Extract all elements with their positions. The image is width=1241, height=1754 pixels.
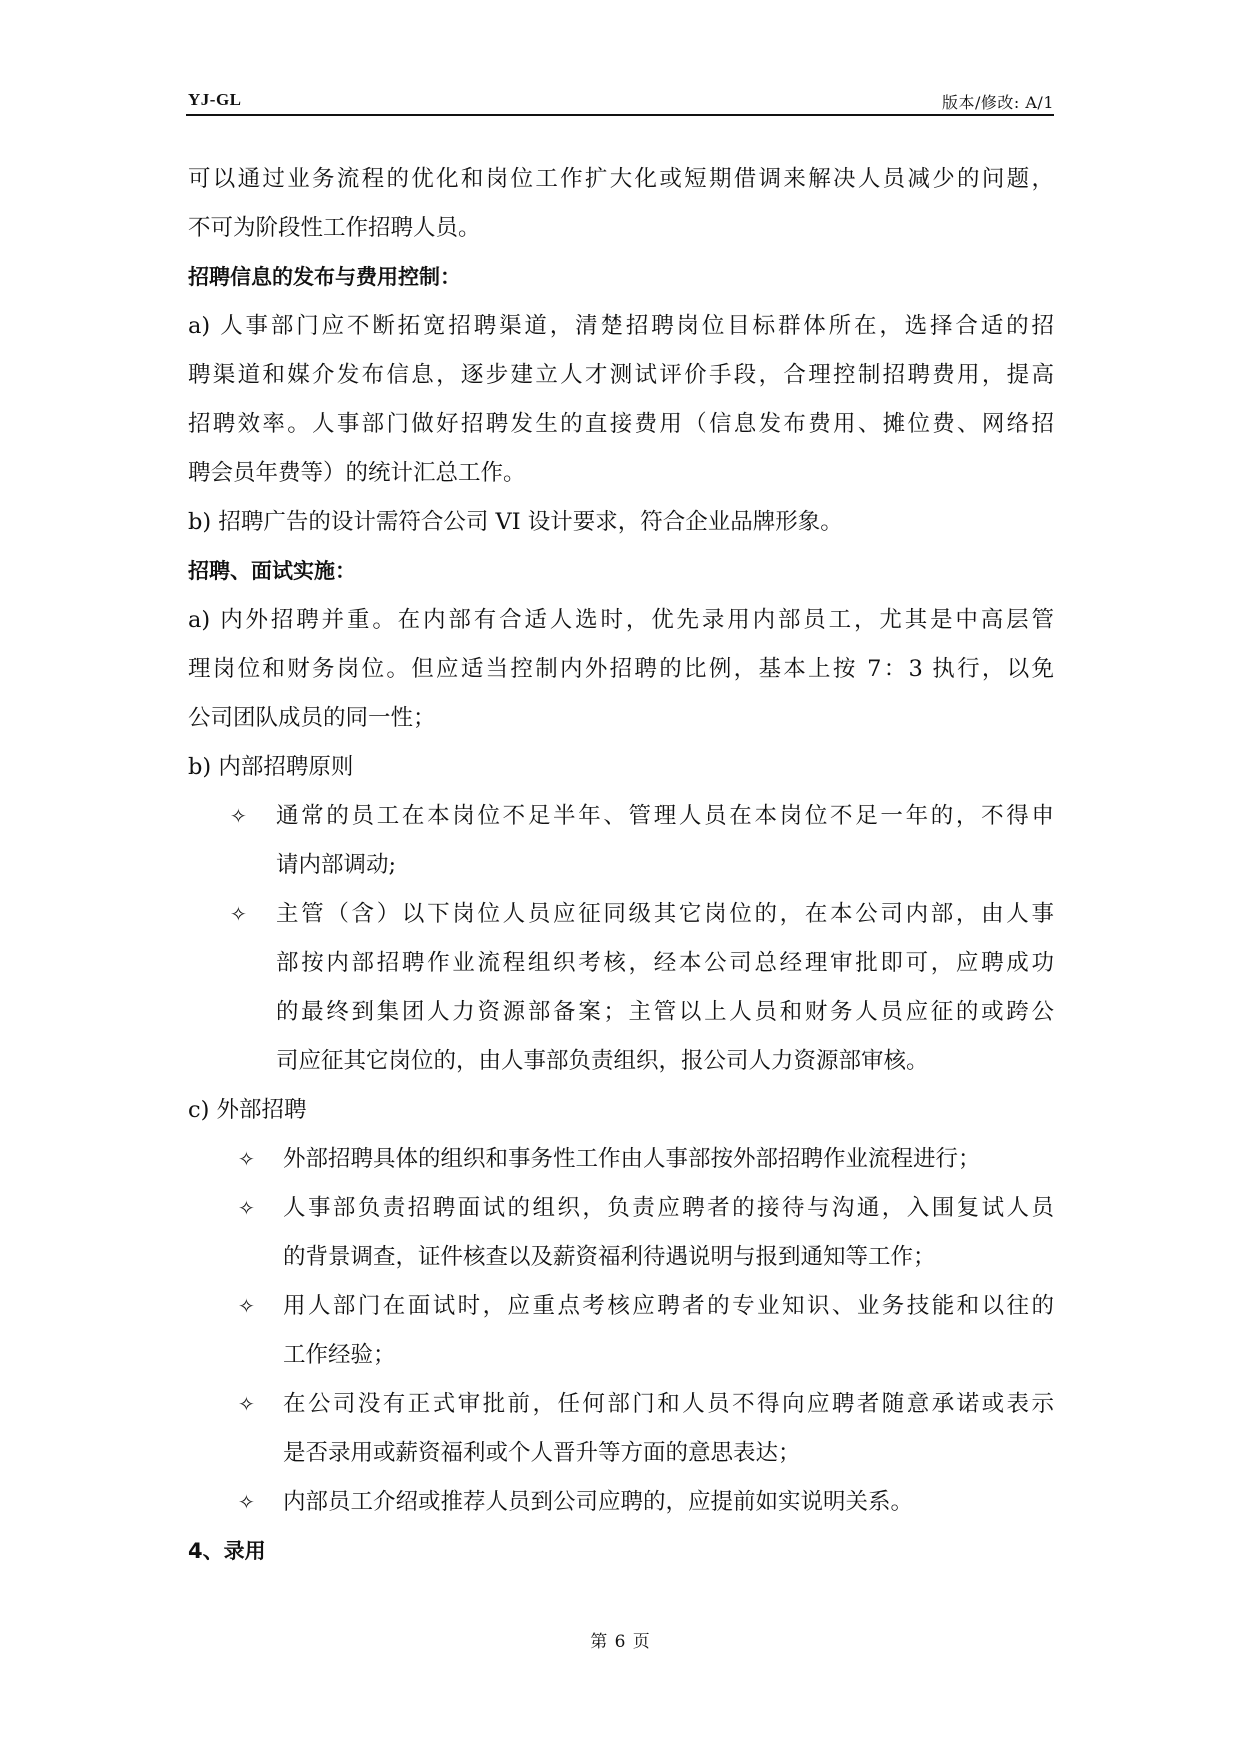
list-item-line: 内部员工介绍或推荐人员到公司应聘的，应提前如实说明关系。 — [283, 1489, 914, 1515]
list-item-line: 用人部门在面试时，应重点考核应聘者的专业知识、业务技能和以往的 — [283, 1293, 1054, 1319]
list-item-line: 工作经验； — [283, 1342, 396, 1368]
list-item — [188, 1184, 1054, 1282]
list-item-line: 外部招聘具体的组织和事务性工作由人事部按外部招聘作业流程进行； — [283, 1146, 981, 1172]
list-item — [188, 792, 1054, 890]
list-item-line: 主管（含）以下岗位人员应征同级其它岗位的，在本公司内部，由人事 — [276, 901, 1054, 927]
header-divider — [186, 114, 1054, 116]
diamond-bullet-icon: ✧ — [230, 804, 247, 828]
paragraph-line: 理岗位和财务岗位。但应适当控制内外招聘的比例，基本上按 7：3 执行，以免 — [188, 656, 1054, 682]
list-item-line: 的最终到集团人力资源部备案；主管以上人员和财务人员应征的或跨公 — [276, 999, 1054, 1025]
list-heading-external: c) 外部招聘 — [188, 1097, 307, 1123]
diamond-bullet-icon: ✧ — [238, 1294, 255, 1318]
section-heading-interview: 招聘、面试实施： — [188, 559, 356, 583]
diamond-bullet-icon: ✧ — [230, 902, 247, 926]
paragraph-line: 招聘效率。人事部门做好招聘发生的直接费用（信息发布费用、摊位费、网络招 — [188, 411, 1054, 437]
paragraph-line: 不可为阶段性工作招聘人员。 — [188, 215, 481, 241]
paragraph-line: 聘渠道和媒介发布信息，逐步建立人才测试评价手段，合理控制招聘费用，提高 — [188, 362, 1054, 388]
list-heading-internal: b) 内部招聘原则 — [188, 754, 354, 780]
paragraph-line: 聘会员年费等）的统计汇总工作。 — [188, 460, 526, 486]
list-item — [188, 1478, 1054, 1527]
section-heading-hiring: 4、录用 — [188, 1539, 266, 1563]
list-item-line: 在公司没有正式审批前，任何部门和人员不得向应聘者随意承诺或表示 — [283, 1391, 1054, 1417]
paragraph-line: 公司团队成员的同一性； — [188, 705, 436, 731]
list-item-line: 的背景调查，证件核查以及薪资福利待遇说明与报到通知等工作； — [283, 1244, 936, 1270]
document-code: YJ-GL — [188, 90, 242, 109]
paragraph-line: a) 内外招聘并重。在内部有合适人选时，优先录用内部员工，尤其是中高层管 — [188, 607, 1054, 633]
list-item-line: 是否录用或薪资福利或个人晋升等方面的意思表达； — [283, 1440, 801, 1466]
list-item-line: 司应征其它岗位的，由人事部负责组织，报公司人力资源部审核。 — [276, 1048, 929, 1074]
list-item — [188, 1282, 1054, 1380]
list-item — [188, 890, 1054, 1086]
document-body — [188, 155, 1054, 1576]
list-item-line: 通常的员工在本岗位不足半年、管理人员在本岗位不足一年的，不得申 — [276, 803, 1054, 829]
diamond-bullet-icon: ✧ — [238, 1196, 255, 1220]
paragraph-line: 可以通过业务流程的优化和岗位工作扩大化或短期借调来解决人员减少的问题， — [188, 166, 1054, 192]
paragraph-line: b) 招聘广告的设计需符合公司 VI 设计要求，符合企业品牌形象。 — [188, 509, 843, 535]
section-heading-recruitment-info: 招聘信息的发布与费用控制： — [188, 265, 461, 289]
list-item — [188, 1135, 1054, 1184]
paragraph-line: a) 人事部门应不断拓宽招聘渠道，清楚招聘岗位目标群体所在，选择合适的招 — [188, 313, 1054, 339]
diamond-bullet-icon: ✧ — [238, 1490, 255, 1514]
diamond-bullet-icon: ✧ — [238, 1392, 255, 1416]
diamond-bullet-icon: ✧ — [238, 1147, 255, 1171]
list-item-line: 部按内部招聘作业流程组织考核，经本公司总经理审批即可，应聘成功 — [276, 950, 1054, 976]
list-item — [188, 1380, 1054, 1478]
version-label: 版本/修改: A/1 — [942, 93, 1054, 112]
list-item-line: 请内部调动; — [276, 852, 397, 878]
page-number: 第 6 页 — [590, 1632, 651, 1652]
list-item-line: 人事部负责招聘面试的组织，负责应聘者的接待与沟通，入围复试人员 — [283, 1195, 1054, 1221]
